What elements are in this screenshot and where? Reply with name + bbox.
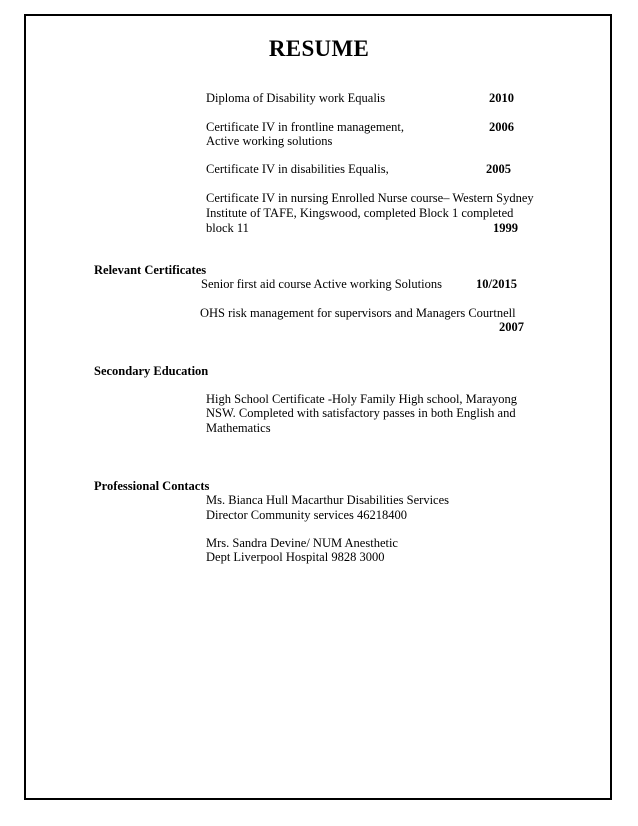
qualification-4-line-1: Certificate IV in nursing Enrolled Nurse course– Western Sydney [206, 191, 534, 205]
certificate-2-text: OHS risk management for supervisors and Managers Courtnell [200, 306, 516, 320]
qualification-2-year: 2006 [489, 120, 514, 134]
contact-2-line-2: Dept Liverpool Hospital 9828 3000 [206, 550, 385, 564]
certificate-1-text: Senior first aid course Active working Solutions [201, 277, 442, 291]
contact-2-line-1: Mrs. Sandra Devine/ NUM Anesthetic [206, 536, 398, 550]
secondary-education-line-1: High School Certificate -Holy Family High school, Marayong [206, 392, 518, 406]
resume-title: RESUME [268, 36, 370, 61]
secondary-education-line-2: NSW. Completed with satisfactory passes in both English and [206, 406, 516, 420]
qualification-3-line-1: Certificate IV in disabilities Equalis, [206, 162, 389, 176]
contact-1-line-1: Ms. Bianca Hull Macarthur Disabilities Services [206, 493, 449, 507]
qualification-4-year: 1999 [493, 221, 518, 235]
qualification-2-line-2: Active working solutions [206, 134, 333, 148]
qualification-1-line-1: Diploma of Disability work Equalis [206, 91, 386, 105]
secondary-education-heading: Secondary Education [94, 364, 209, 378]
professional-contacts-heading: Professional Contacts [94, 479, 210, 493]
qualification-4-line-3: block 11 [206, 221, 249, 235]
secondary-education-line-3: Mathematics [206, 421, 271, 435]
contact-1-line-2: Director Community services 46218400 [206, 508, 408, 522]
qualification-2-line-1: Certificate IV in frontline management, [206, 120, 404, 134]
qualification-1-year: 2010 [489, 91, 514, 105]
certificate-2-year: 2007 [499, 320, 524, 334]
relevant-certificates-heading: Relevant Certificates [94, 263, 207, 277]
certificate-1-year: 10/2015 [476, 277, 517, 291]
qualification-3-year: 2005 [486, 162, 511, 176]
qualification-4-line-2: Institute of TAFE, Kingswood, completed Block 1 completed [206, 206, 514, 220]
